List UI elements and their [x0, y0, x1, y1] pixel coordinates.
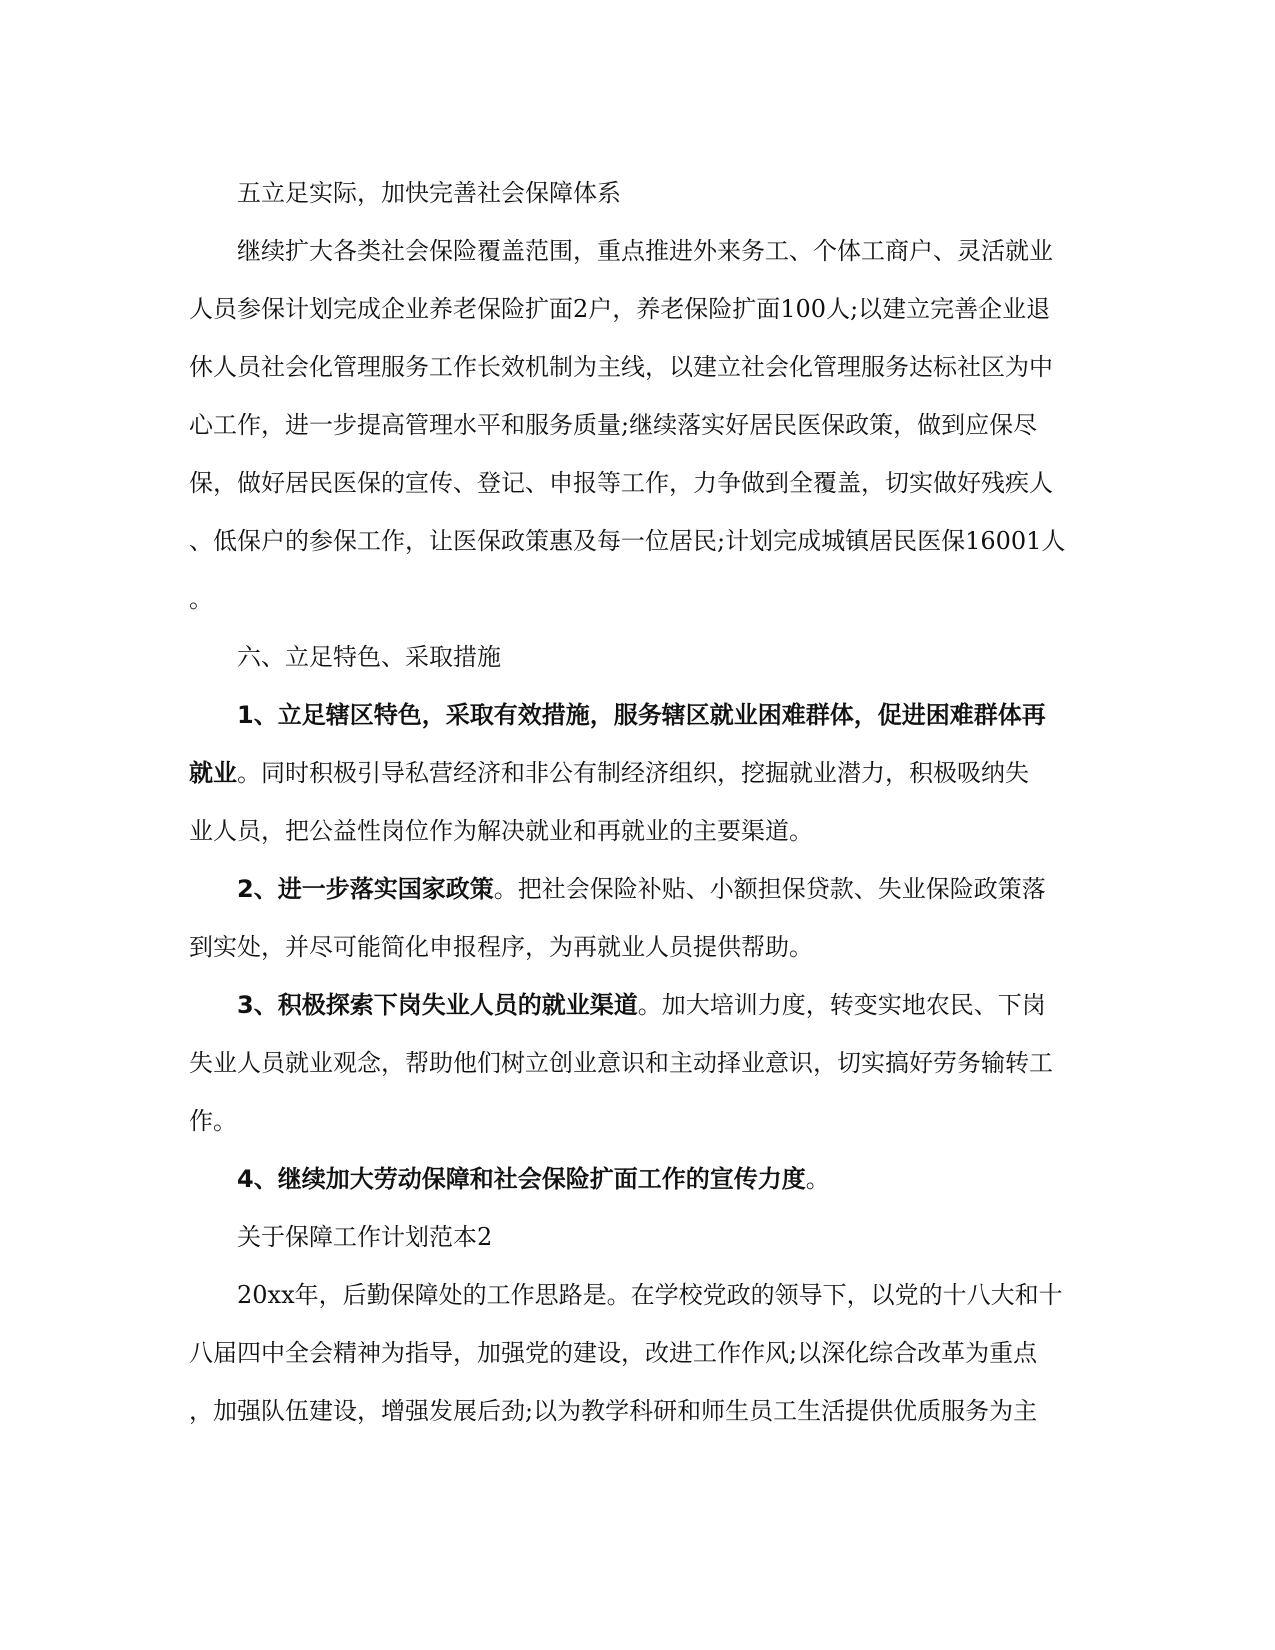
text-line: 五立足实际，加快完善社会保障体系	[237, 179, 621, 207]
text-line: 作。	[189, 1107, 237, 1135]
text-line: ，加强队伍建设，增强发展后劲;以为教学科研和师生员工生活提供优质服务为主	[189, 1397, 1038, 1425]
paragraph-line	[189, 396, 1089, 454]
paragraph-line	[189, 918, 1089, 976]
bold-lead: 1、立足辖区特色，采取有效措施，服务辖区就业困难群体，促进困难群体再	[237, 701, 1046, 729]
text-line: 、低保户的参保工作，让医保政策惠及每一位居民;计划完成城镇居民医保16001人	[189, 527, 1066, 555]
paragraph-line	[189, 802, 1089, 860]
paragraph-line	[189, 860, 1089, 918]
bold-lead: 就业	[189, 759, 237, 787]
text-line: 。	[189, 585, 213, 613]
text-line: 保，做好居民医保的宣传、登记、申报等工作，力争做到全覆盖，切实做好残疾人	[189, 469, 1053, 497]
paragraph-line	[189, 1382, 1089, 1440]
text-line: 八届四中全会精神为指导，加强党的建设，改进工作作风;以深化综合改革为重点	[189, 1339, 1038, 1367]
paragraph-line	[189, 280, 1089, 338]
text-line: 业人员，把公益性岗位作为解决就业和再就业的主要渠道。	[189, 817, 813, 845]
paragraph-line	[189, 512, 1089, 570]
text-line: 。加大培训力度，转变实地农民、下岗	[637, 991, 1046, 1019]
text-line: 。	[805, 1165, 830, 1193]
paragraph-line	[189, 1150, 1089, 1208]
text-line: 失业人员就业观念，帮助他们树立创业意识和主动择业意识，切实搞好劳务输转工	[189, 1049, 1053, 1077]
text-line: 到实处，并尽可能简化申报程序，为再就业人员提供帮助。	[189, 933, 813, 961]
text-line: 关于保障工作计划范本2	[237, 1223, 493, 1251]
text-line: 20xx年，后勤保障处的工作思路是。在学校党政的领导下，以党的十八大和十	[237, 1281, 1063, 1309]
paragraph-line	[189, 222, 1089, 280]
paragraph-line	[189, 1266, 1089, 1324]
paragraph-line	[189, 976, 1089, 1034]
text-line: 休人员社会化管理服务工作长效机制为主线，以建立社会化管理服务达标社区为中	[189, 353, 1053, 381]
bold-lead: 3、积极探索下岗失业人员的就业渠道	[237, 991, 638, 1019]
paragraph-line	[189, 1092, 1089, 1150]
text-line: 人员参保计划完成企业养老保险扩面2户，养老保险扩面100人;以建立完善企业退	[189, 295, 1051, 323]
paragraph-line	[189, 1034, 1089, 1092]
paragraph-line	[189, 1324, 1089, 1382]
bold-lead: 4、继续加大劳动保障和社会保险扩面工作的宣传力度	[237, 1165, 806, 1193]
paragraph-line	[189, 744, 1089, 802]
bold-lead: 2、进一步落实国家政策	[237, 875, 494, 903]
section-heading-5	[189, 164, 1089, 222]
text-line: 。把社会保险补贴、小额担保贷款、失业保险政策落	[493, 875, 1046, 903]
section-title	[189, 1208, 1089, 1266]
text-line: 心工作，进一步提高管理水平和服务质量;继续落实好居民医保政策，做到应保尽	[189, 411, 1038, 439]
paragraph-line	[189, 570, 1089, 628]
document-body	[189, 164, 1089, 1440]
text-line: 。同时积极引导私营经济和非公有制经济组织，挖掘就业潜力，积极吸纳失	[237, 759, 1029, 787]
text-line: 六、立足特色、采取措施	[237, 643, 501, 671]
paragraph-line	[189, 686, 1089, 744]
paragraph-line	[189, 454, 1089, 512]
section-heading-6	[189, 628, 1089, 686]
text-line: 继续扩大各类社会保险覆盖范围，重点推进外来务工、个体工商户、灵活就业	[237, 237, 1053, 265]
paragraph-line	[189, 338, 1089, 396]
